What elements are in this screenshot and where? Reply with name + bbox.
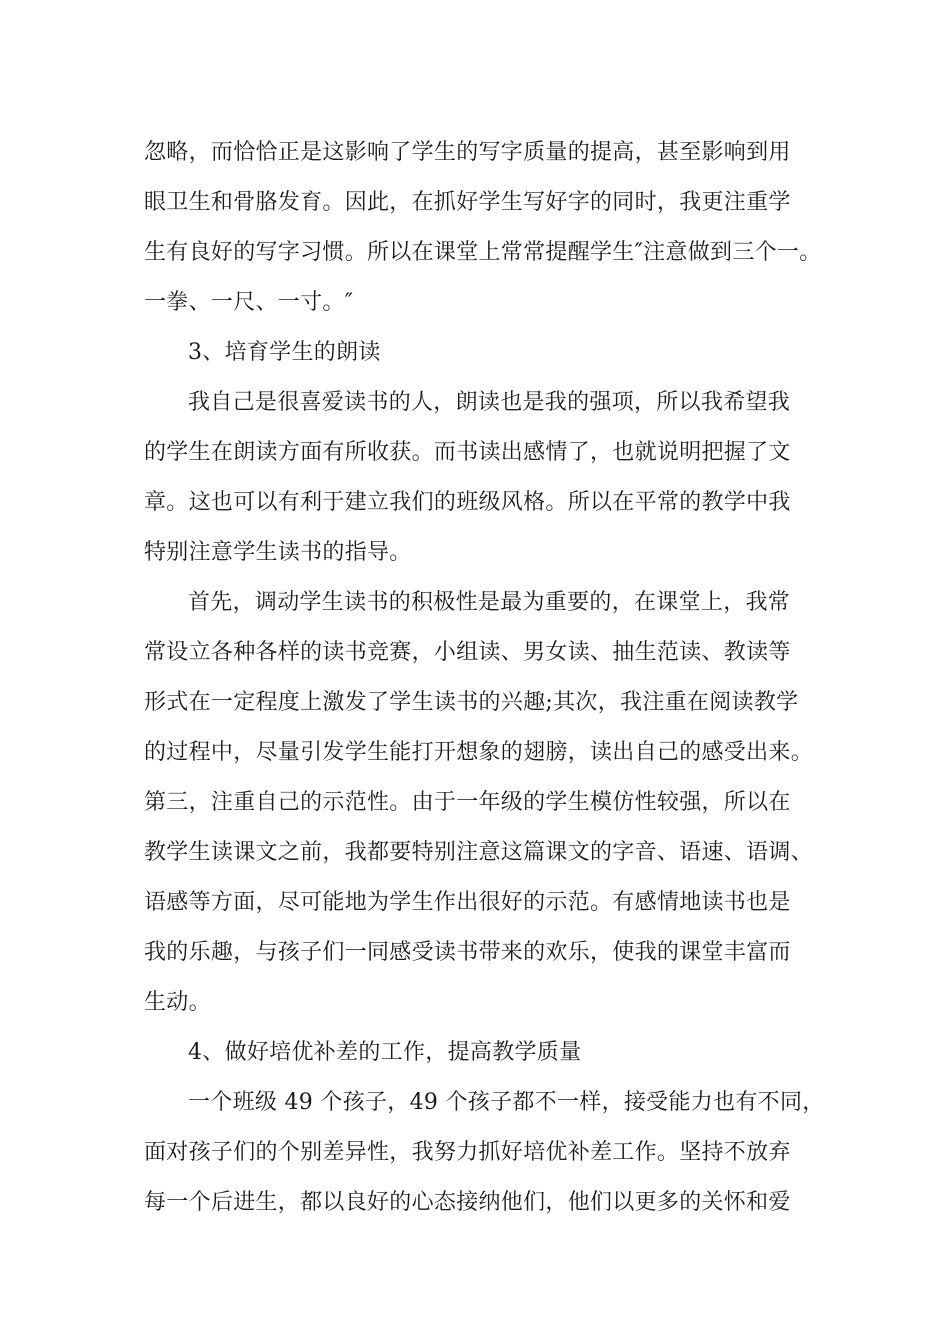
text-line: 生有良好的写字习惯。所以在课堂上常常提醒学生″注意做到三个一。 — [144, 240, 822, 265]
text-line: 第三，注重自己的示范性。由于一年级的学生模仿性较强，所以在 — [144, 790, 791, 815]
text-line: 首先，调动学生读书的积极性是最为重要的，在课堂上，我常 — [188, 590, 791, 615]
text-line: 章。这也可以有利于建立我们的班级风格。所以在平常的教学中我 — [144, 490, 791, 515]
text-line: 一拳、一尺、一寸。″ — [144, 290, 354, 315]
text-line: 我自己是很喜爱读书的人，朗读也是我的强项，所以我希望我 — [188, 390, 791, 415]
section-heading-4: 4、做好培优补差的工作，提高教学质量 — [188, 1040, 582, 1065]
text-line: 忽略，而恰恰正是这影响了学生的写字质量的提高，甚至影响到用 — [144, 140, 791, 165]
text-line: 面对孩子们的个别差异性，我努力抓好培优补差工作。坚持不放弃 — [144, 1140, 791, 1165]
text-line: 的过程中，尽量引发学生能打开想象的翅膀，读出自己的感受出来。 — [144, 740, 814, 765]
text-line: 教学生读课文之前，我都要特别注意这篇课文的字音、语速、语调、 — [144, 840, 814, 865]
text-line: 常设立各种各样的读书竞赛，小组读、男女读、抽生范读、教读等 — [144, 640, 791, 665]
text-line: 语感等方面，尽可能地为学生作出很好的示范。有感情地读书也是 — [144, 890, 791, 915]
text-line: 特别注意学生读书的指导。 — [144, 540, 412, 565]
text-line: 生动。 — [144, 990, 211, 1015]
text-line: 每一个后进生，都以良好的心态接纳他们，他们以更多的关怀和爱 — [144, 1190, 791, 1215]
document-body — [144, 128, 834, 1228]
text-line: 的学生在朗读方面有所收获。而书读出感情了，也就说明把握了文 — [144, 440, 791, 465]
text-line: 眼卫生和骨胳发育。因此，在抓好学生写好字的同时，我更注重学 — [144, 190, 791, 215]
text-line: 形式在一定程度上激发了学生读书的兴趣;其次，我注重在阅读教学 — [144, 690, 799, 715]
text-line: 我的乐趣，与孩子们一同感受读书带来的欢乐，使我的课堂丰富而 — [144, 940, 791, 965]
text-line: 一个班级 49 个孩子，49 个孩子都不一样，接受能力也有不同， — [188, 1090, 825, 1115]
section-heading-3: 3、培育学生的朗读 — [188, 340, 381, 365]
